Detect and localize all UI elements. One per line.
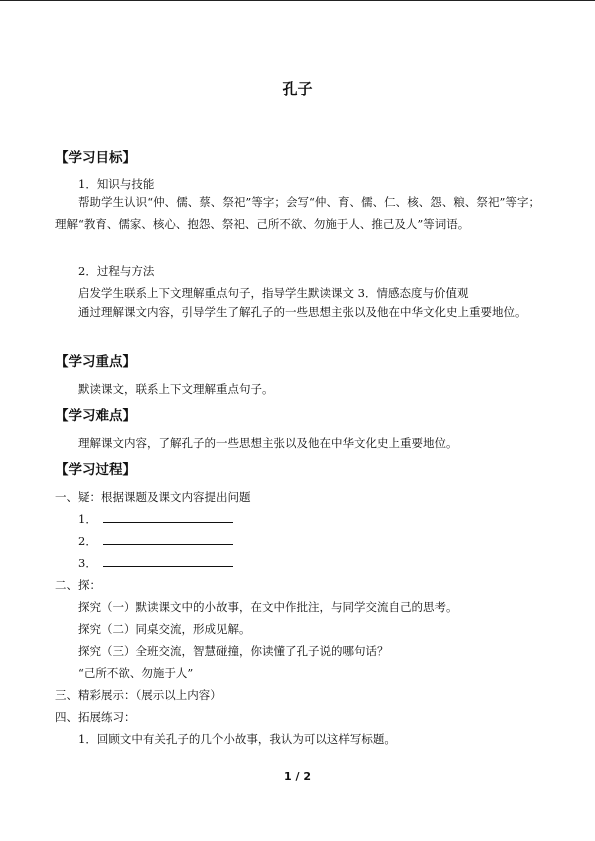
question-blank-2-label: 2． (78, 534, 97, 548)
answer-line-1[interactable] (103, 512, 233, 523)
section-heading-process: 【学习过程】 (55, 462, 136, 478)
goal-item2-text: 启发学生联系上下文理解重点句子，指导学生默读课文 3．情感态度与价值观 (78, 286, 469, 300)
explore-2: 探究（二）同桌交流，形成见解。 (78, 622, 251, 636)
explore-3: 探究（三）全班交流，智慧碰撞，你读懂了孔子说的哪句话？ (78, 644, 389, 658)
section-heading-focus: 【学习重点】 (55, 354, 136, 370)
page-number: 1 / 2 (284, 770, 311, 783)
difficulty-text: 理解课文内容，了解孔子的一些思想主张以及他在中华文化史上重要地位。 (78, 436, 458, 450)
answer-line-2[interactable] (103, 534, 233, 545)
explore-1: 探究（一）默读课文中的小故事，在文中作批注，与同学交流自己的思考。 (78, 600, 458, 614)
goal-item1-title: 1．知识与技能 (78, 177, 155, 191)
process-step2: 二、探： (55, 578, 101, 592)
answer-line-3[interactable] (103, 556, 233, 567)
page-title: 孔子 (282, 80, 313, 98)
header-rule (0, 0, 595, 1)
process-step3: 三、精彩展示：（展示以上内容） (55, 688, 222, 702)
goal-item1-text: 帮助学生认识“仲、儒、蔡、祭祀”等字；会写“仲、育、儒、仁、核、怨、粮、祭祀”等字；理解“教育、儒家、核心、抱怨、祭祀、己所不欲、勿施于人、推己及人”等词语。 (55, 195, 540, 231)
exercise-1: 1．回顾文中有关孔子的几个小故事，我认为可以这样写标题。 (78, 732, 396, 746)
question-blank-3-label: 3． (78, 556, 97, 570)
quote-text: “己所不欲、勿施于人” (78, 666, 194, 680)
question-blank-3[interactable] (78, 556, 233, 570)
focus-text: 默读课文，联系上下文理解重点句子。 (78, 382, 274, 396)
goal-item3-text: 通过理解课文内容，引导学生了解孔子的一些思想主张以及他在中华文化史上重要地位。 (78, 305, 527, 319)
section-heading-goals: 【学习目标】 (55, 150, 136, 166)
question-blank-1[interactable] (78, 512, 233, 526)
process-step4: 四、拓展练习： (55, 710, 136, 724)
question-blank-1-label: 1． (78, 512, 97, 526)
question-blank-2[interactable] (78, 534, 233, 548)
process-step1: 一、疑：根据课题及课文内容提出问题 (55, 490, 251, 504)
goal-item2-title: 2．过程与方法 (78, 264, 155, 278)
section-heading-difficulty: 【学习难点】 (55, 408, 136, 424)
